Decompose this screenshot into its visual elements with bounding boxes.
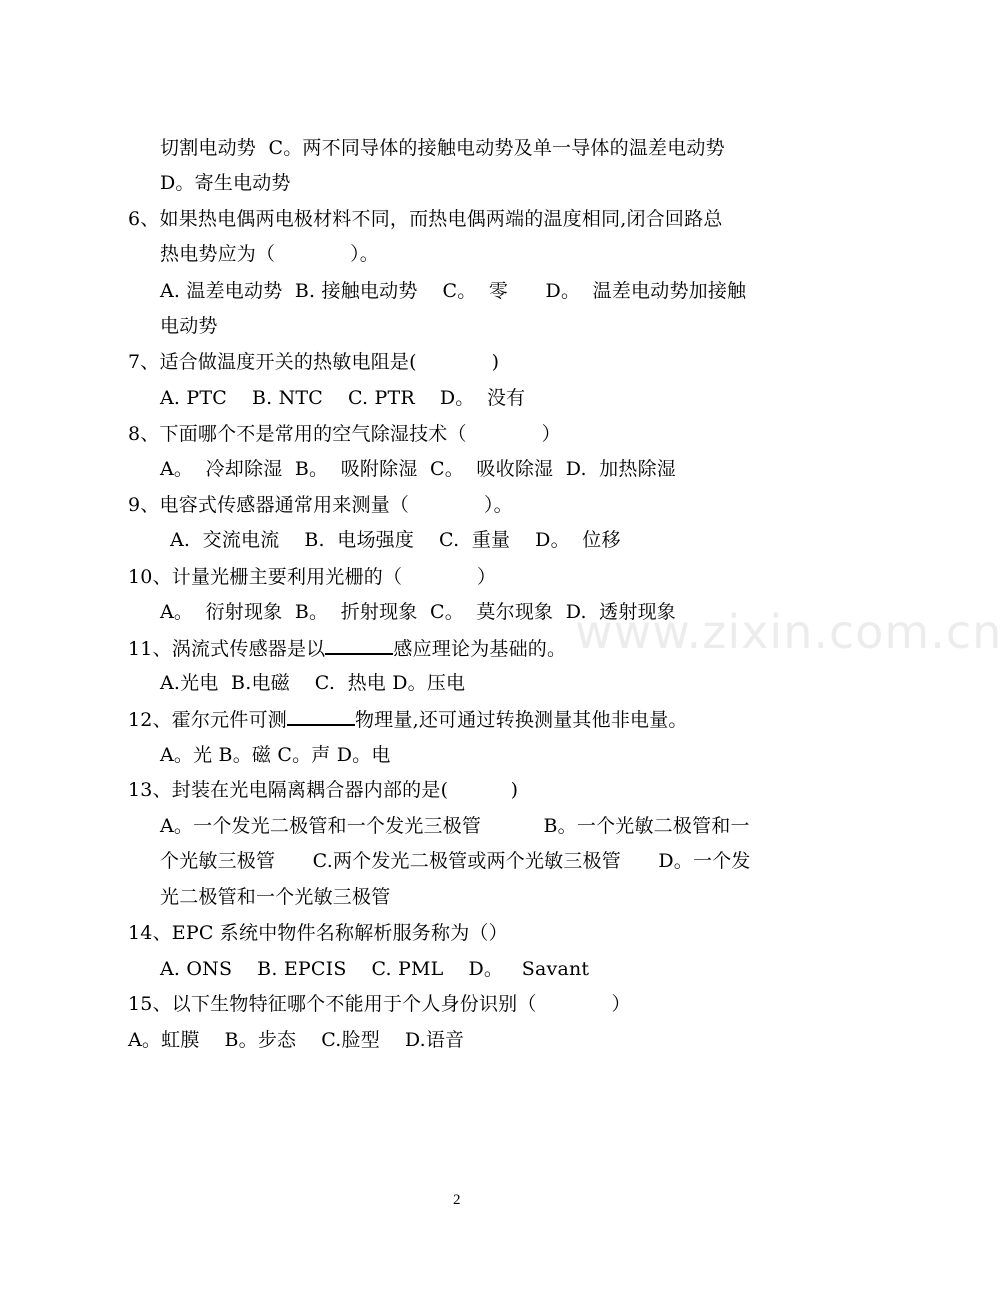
question-6: 6、如果热电偶两电极材料不同，而热电偶两端的温度相同,闭合回路总	[128, 208, 723, 230]
question-11-text-start: 11、涡流式传感器是以	[128, 638, 326, 660]
q5-continuation-line-1: 切割电动势 C。两不同导体的接触电动势及单一导体的温差电动势	[160, 137, 725, 159]
watermark: www.zixin.com.cn	[575, 605, 1002, 659]
question-6-options: A. 温差电动势 B. 接触电动势 C。 零 D。 温差电动势加接触	[160, 280, 747, 302]
question-6-continuation: 热电势应为（ ）。	[160, 243, 379, 265]
answer-blank	[325, 635, 393, 655]
question-6-options-continuation: 电动势	[160, 315, 218, 337]
question-11-text-end: 感应理论为基础的。	[393, 638, 567, 660]
question-12	[128, 706, 688, 733]
question-11	[128, 635, 566, 662]
question-12-text-start: 12、霍尔元件可测	[128, 709, 287, 731]
question-8-options: A。 冷却除湿 B。 吸附除湿 C。 吸收除湿 D. 加热除湿	[160, 458, 676, 480]
q5-option-d: D。寄生电动势	[160, 172, 291, 194]
question-7-options: A. PTC B. NTC C. PTR D。 没有	[160, 387, 526, 409]
question-13-options-continuation-2: 光二极管和一个光敏三极管	[160, 886, 391, 908]
question-12-options: A。光 B。磁 C。声 D。电	[160, 744, 391, 766]
question-9: 9、电容式传感器通常用来测量（ ）。	[128, 494, 513, 516]
answer-blank	[287, 706, 355, 726]
question-12-text-end: 物理量,还可通过转换测量其他非电量。	[354, 709, 688, 731]
question-13-options-continuation-1: 个光敏三极管 C.两个发光二极管或两个光敏三极管 D。一个发	[160, 850, 751, 872]
question-13-options: A。一个发光二极管和一个发光三极管 B。一个光敏二极管和一	[160, 815, 750, 837]
question-14: 14、EPC 系统中物件名称解析服务称为（）	[128, 922, 508, 944]
question-15-options: A。虹膜 B。步态 C.脸型 D.语音	[128, 1029, 465, 1051]
question-11-options: A.光电 B.电磁 C. 热电 D。压电	[160, 672, 466, 694]
page-number: 2	[453, 1192, 461, 1208]
question-8: 8、下面哪个不是常用的空气除湿技术（ ）	[128, 423, 561, 445]
question-10: 10、计量光栅主要利用光栅的（ ）	[128, 566, 497, 588]
question-14-options: A. ONS B. EPCIS C. PML D。 Savant	[160, 958, 590, 980]
question-13: 13、封装在光电隔离耦合器内部的是( )	[128, 779, 519, 801]
question-9-options: A. 交流电流 B. 电场强度 C. 重量 D。 位移	[170, 529, 621, 551]
question-7: 7、适合做温度开关的热敏电阻是( )	[128, 351, 500, 373]
question-10-options: A。 衍射现象 B。 折射现象 C。 莫尔现象 D. 透射现象	[160, 601, 676, 623]
question-15: 15、以下生物特征哪个不能用于个人身份识别（ ）	[128, 993, 631, 1015]
